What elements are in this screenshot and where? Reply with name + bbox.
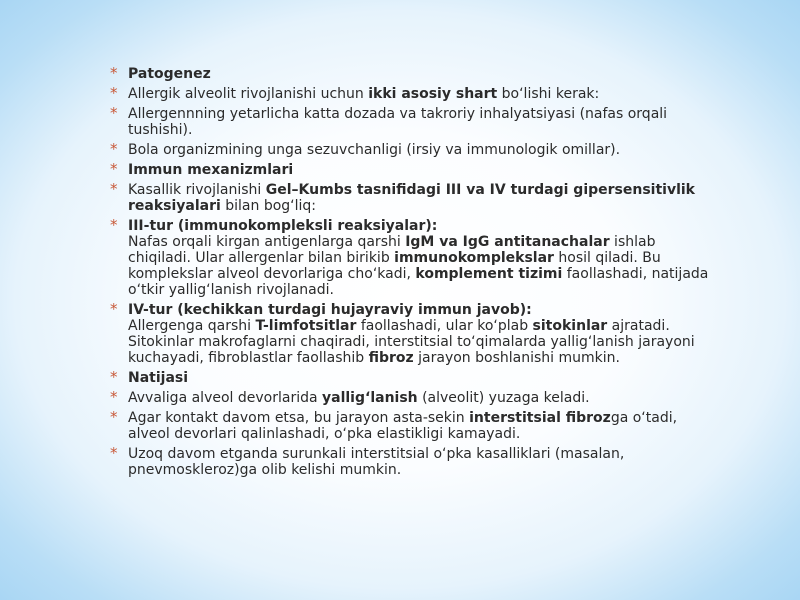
text: ajratadi. Sitokinlar makrofaglarni chaqiradi, interstitsial to‘qimalarda yallig‘lanish jarayoni kuchayadi, fibroblastlar faollashib [128, 318, 695, 366]
text: faollashadi, natijada o‘tkir yallig‘lanish rivojlanadi. [128, 266, 709, 298]
bullet-star-icon: * [110, 444, 118, 462]
bullet-star-icon: * [110, 300, 118, 318]
text: Uzoq davom etganda surunkali interstitsial o‘pka kasalliklari (masalan, pnevmoskleroz)ga olib kelishi mumkin. [128, 446, 625, 478]
bullet-item [110, 66, 710, 82]
bullet-star-icon: * [110, 408, 118, 426]
text: Kasallik rivojlanishi [128, 182, 266, 198]
text: faollashadi, ular ko‘plab [356, 318, 533, 334]
bullet-item [110, 162, 710, 178]
bullet-item [110, 446, 710, 478]
bold-text: sitokinlar [532, 318, 608, 334]
text: jarayon boshlanishi mumkin. [413, 350, 620, 366]
bullet-item [110, 302, 710, 366]
bold-text: T-limfotsitlar [255, 318, 357, 334]
text: Allergenga qarshi [128, 318, 256, 334]
bold-text: IgM va IgG antitanachalar [405, 234, 610, 250]
bullet-star-icon: * [110, 216, 118, 234]
bullet-item [110, 390, 710, 406]
bullet-star-icon: * [110, 180, 118, 198]
text: ga o‘tadi, alveol devorlari qalinlashadi, o‘pka elastikligi kamayadi. [128, 410, 678, 442]
bold-text: Natijasi [128, 370, 189, 386]
bullet-star-icon: * [110, 64, 118, 82]
bold-text: interstitsial fibroz [469, 410, 611, 426]
bold-text: komplement tizimi [415, 266, 563, 282]
bullet-star-icon: * [110, 388, 118, 406]
bullet-item [110, 218, 710, 298]
bullet-star-icon: * [110, 140, 118, 158]
text: ishlab chiqiladi. Ular allergenlar bilan birikib [128, 234, 656, 266]
bold-text: Gel–Kumbs tasnifidagi III va IV turdagi gipersensitivlik reaksiyalari [128, 182, 695, 214]
text: Agar kontakt davom etsa, bu jarayon asta-sekin [128, 410, 470, 426]
bullet-star-icon: * [110, 84, 118, 102]
bullet-heading: IV-tur (kechikkan turdagi hujayraviy immun javob): [128, 302, 532, 318]
bold-text: yallig‘lanish [322, 390, 418, 406]
text: Nafas orqali kirgan antigenlarga qarshi [128, 234, 406, 250]
text: bilan bog‘liq: [220, 198, 317, 214]
bullet-item [110, 86, 710, 102]
text: Avvaliga alveol devorlarida [128, 390, 323, 406]
bold-text: immunokomplekslar [394, 250, 554, 266]
text: Allergennning yetarlicha katta dozada va takroriy inhalyatsiyasi (nafas orqali tushishi). [128, 106, 668, 138]
text: bo‘lishi kerak: [497, 86, 600, 102]
text: Allergik alveolit rivojlanishi uchun [128, 86, 369, 102]
bullet-star-icon: * [110, 368, 118, 386]
bold-text: fibroz [368, 350, 414, 366]
text: (alveolit) yuzaga keladi. [417, 390, 590, 406]
bullet-heading: III-tur (immunokompleksli reaksiyalar): [128, 218, 438, 234]
bullet-item [110, 106, 710, 138]
slide-content [110, 66, 710, 482]
text: hosil qiladi. Bu komplekslar alveol devorlariga cho‘kadi, [128, 250, 661, 282]
bullet-item [110, 142, 710, 158]
bullet-star-icon: * [110, 104, 118, 122]
bullet-star-icon: * [110, 160, 118, 178]
bold-text: ikki asosiy shart [368, 86, 498, 102]
text: Bola organizmining unga sezuvchanligi (irsiy va immunologik omillar). [128, 142, 621, 158]
bullet-item [110, 410, 710, 442]
bullet-item [110, 370, 710, 386]
bullet-item [110, 182, 710, 214]
bold-text: Immun mexanizmlari [128, 162, 294, 178]
bold-text: Patogenez [128, 66, 211, 82]
